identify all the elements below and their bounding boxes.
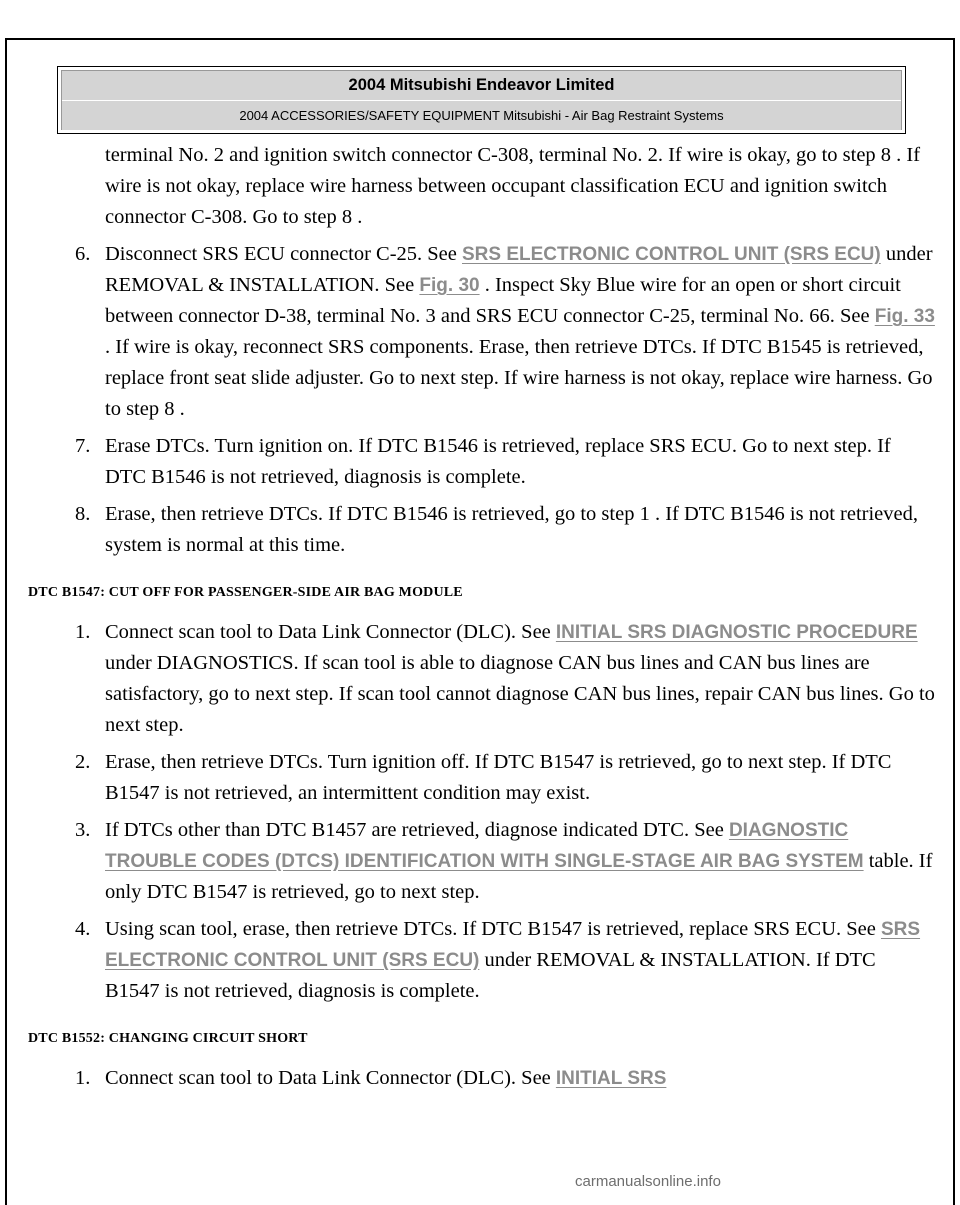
link-fig-30[interactable]: Fig. 30	[419, 275, 480, 296]
step-text: table. If only DTC B1547 is retrieved, go to next step.	[105, 850, 933, 903]
step-number: 4.	[75, 918, 91, 940]
step-text: Erase DTCs. Turn ignition on. If DTC B1546 is retrieved, replace SRS ECU. Go to next step. If DTC B1546 is not retrieved, diagnosis is complete.	[105, 435, 891, 488]
document-header-inner	[61, 70, 902, 130]
step-number: 1.	[75, 621, 91, 643]
step-number: 8.	[75, 503, 91, 525]
section-subtitle: 2004 ACCESSORIES/SAFETY EQUIPMENT Mitsubishi - Air Bag Restraint Systems	[62, 101, 901, 130]
link-initial-srs-diagnostic[interactable]: INITIAL SRS	[555, 1068, 667, 1089]
step-b1552-1	[75, 1063, 935, 1094]
vehicle-title: 2004 Mitsubishi Endeavor Limited	[62, 71, 901, 101]
step-text: Erase, then retrieve DTCs. If DTC B1546 is retrieved, go to step 1 . If DTC B1546 is not retrieved, system is normal at this time.	[105, 503, 918, 556]
section-heading-b1547: DTC B1547: CUT OFF FOR PASSENGER-SIDE AIR BAG MODULE	[28, 585, 463, 600]
step-text: under DIAGNOSTICS. If scan tool is able to diagnose CAN bus lines and CAN bus lines are satisfactory, go to next step. If scan tool cannot diagnose CAN bus lines, repair CAN bus lines. Go to next step.	[105, 652, 935, 736]
link-initial-srs-diagnostic[interactable]: INITIAL SRS DIAGNOSTIC PROCEDURE	[555, 622, 918, 643]
page-content	[0, 140, 960, 1094]
page-frame-top	[5, 38, 955, 40]
step-text: Connect scan tool to Data Link Connector (DLC). See	[105, 621, 556, 643]
step-b1547-2	[75, 747, 935, 809]
link-srs-ecu[interactable]: SRS ELECTRONIC CONTROL UNIT (SRS ECU)	[105, 919, 921, 971]
step-b1547-3	[75, 815, 935, 908]
step-number: 7.	[75, 435, 91, 457]
step-7	[75, 431, 935, 493]
step-b1547-4	[75, 914, 935, 1007]
step-6	[75, 239, 935, 425]
step-number: 3.	[75, 819, 91, 841]
link-fig-33[interactable]: Fig. 33	[874, 306, 935, 327]
document-header	[57, 66, 906, 134]
continued-paragraph: terminal No. 2 and ignition switch connector C-308, terminal No. 2. If wire is okay, go to step 8 . If wire is not okay, replace wire harness between occupant classification ECU and ignition switch connector C-308. Go to step 8 .	[105, 144, 921, 228]
link-dtc-identification[interactable]: DIAGNOSTIC TROUBLE CODES (DTCS) IDENTIFICATION WITH SINGLE-STAGE AIR BAG SYSTEM	[105, 820, 864, 872]
step-text: Using scan tool, erase, then retrieve DTCs. If DTC B1547 is retrieved, replace SRS ECU. See	[105, 918, 881, 940]
step-text: under REMOVAL & INSTALLATION. See	[105, 243, 933, 296]
step-b1547-1	[75, 617, 935, 741]
section-heading-b1552: DTC B1552: CHANGING CIRCUIT SHORT	[28, 1031, 308, 1046]
link-srs-ecu[interactable]: SRS ELECTRONIC CONTROL UNIT (SRS ECU)	[462, 244, 881, 265]
step-text: . If wire is okay, reconnect SRS components. Erase, then retrieve DTCs. If DTC B1545 is retrieved, replace front seat slide adjuster. Go to next step. If wire harness is not okay, replace wire harness. Go to step 8 .	[105, 336, 933, 420]
step-text: . Inspect Sky Blue wire for an open or short circuit between connector D-38, terminal No. 3 and SRS ECU connector C-25, terminal No. 66. See	[105, 274, 901, 327]
step-number: 6.	[75, 243, 91, 265]
step-number: 1.	[75, 1067, 91, 1089]
watermark-footer: carmanualsonline.info	[575, 1173, 721, 1190]
step-text: Erase, then retrieve DTCs. Turn ignition off. If DTC B1547 is retrieved, go to next step. If DTC B1547 is not retrieved, an intermittent condition may exist.	[105, 751, 892, 804]
step-8	[75, 499, 935, 561]
step-text: Connect scan tool to Data Link Connector (DLC). See	[105, 1067, 556, 1089]
step-text: If DTCs other than DTC B1457 are retrieved, diagnose indicated DTC. See	[105, 819, 729, 841]
step-number: 2.	[75, 751, 91, 773]
step-text: under REMOVAL & INSTALLATION. If DTC B1547 is not retrieved, diagnosis is complete.	[105, 949, 876, 1002]
step-text: Disconnect SRS ECU connector C-25. See	[105, 243, 462, 265]
